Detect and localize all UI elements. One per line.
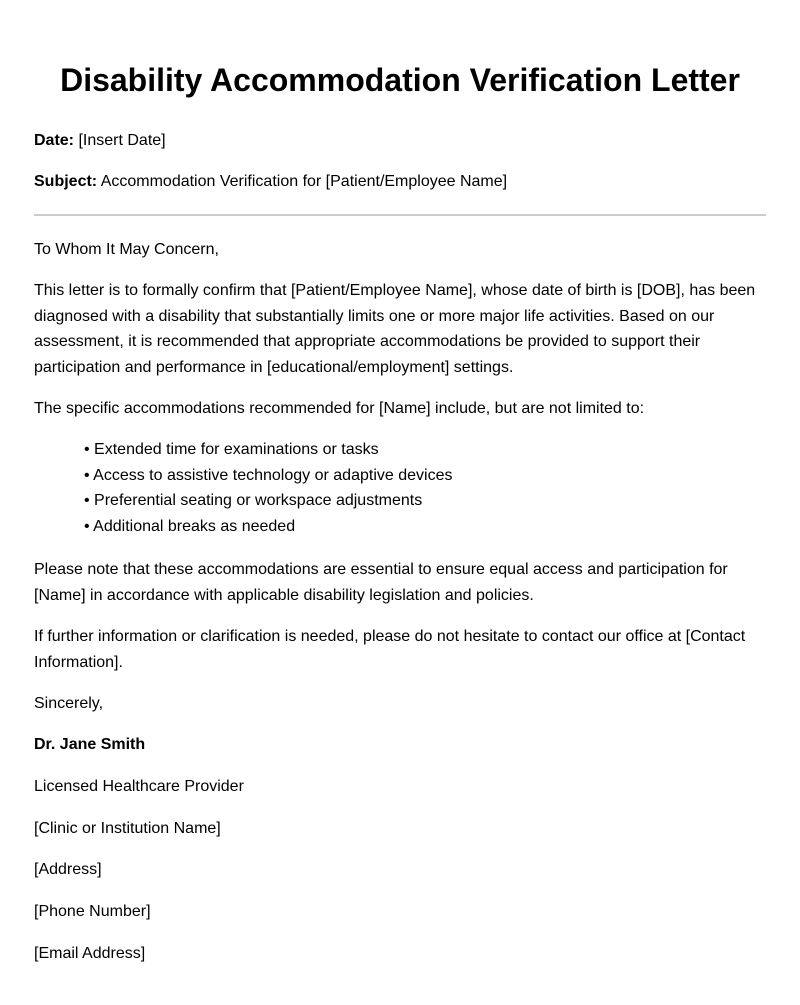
address: [Address] [34, 861, 102, 878]
phone-number: [Phone Number] [34, 903, 151, 920]
list-item: • Extended time for examinations or tasks [84, 441, 379, 458]
date-line [34, 128, 768, 154]
greeting: To Whom It May Concern, [34, 241, 219, 258]
list-item: • Preferential seating or workspace adjustments [84, 492, 423, 510]
email-address: [Email Address] [34, 945, 146, 962]
paragraph-note: Please note that these accommodations are essential to ensure equal access and participation for [Name] in accordance with applicable disability legislation and policies. [34, 561, 728, 604]
closing: Sincerely, [34, 695, 104, 712]
signer-role: Licensed Healthcare Provider [34, 778, 244, 795]
paragraph-contact: If further information or clarification is needed, please do not hesitate to contact our office at [Contact Information]. [34, 628, 746, 671]
subject-value: Accommodation Verification for [Patient/Employee Name] [100, 173, 508, 190]
divider [34, 214, 766, 216]
signer-name: Dr. Jane Smith [34, 736, 146, 753]
subject-line [34, 169, 768, 195]
date-value: [Insert Date] [78, 132, 166, 149]
date-label: Date: [34, 132, 75, 149]
accommodations-list [84, 437, 452, 540]
list-item: • Access to assistive technology or adaptive devices [84, 466, 453, 484]
page-title: Disability Accommodation Verification Letter [60, 62, 740, 98]
paragraph-confirmation: This letter is to formally confirm that [Patient/Employee Name], whose date of birth is [DOB], has been diagnosed with a disability that substantially limits one or more major life activities. Based on our assessment, it is recommended that appropriate accommodations be provided to support their participation and performance in [educational/employment] settings. [34, 282, 756, 377]
paragraph-accommodations-intro: The specific accommodations recommended for [Name] include, but are not limited to: [34, 400, 645, 417]
institution-name: [Clinic or Institution Name] [34, 820, 221, 837]
subject-label: Subject: [34, 173, 98, 190]
list-item: • Additional breaks as needed [84, 518, 296, 536]
